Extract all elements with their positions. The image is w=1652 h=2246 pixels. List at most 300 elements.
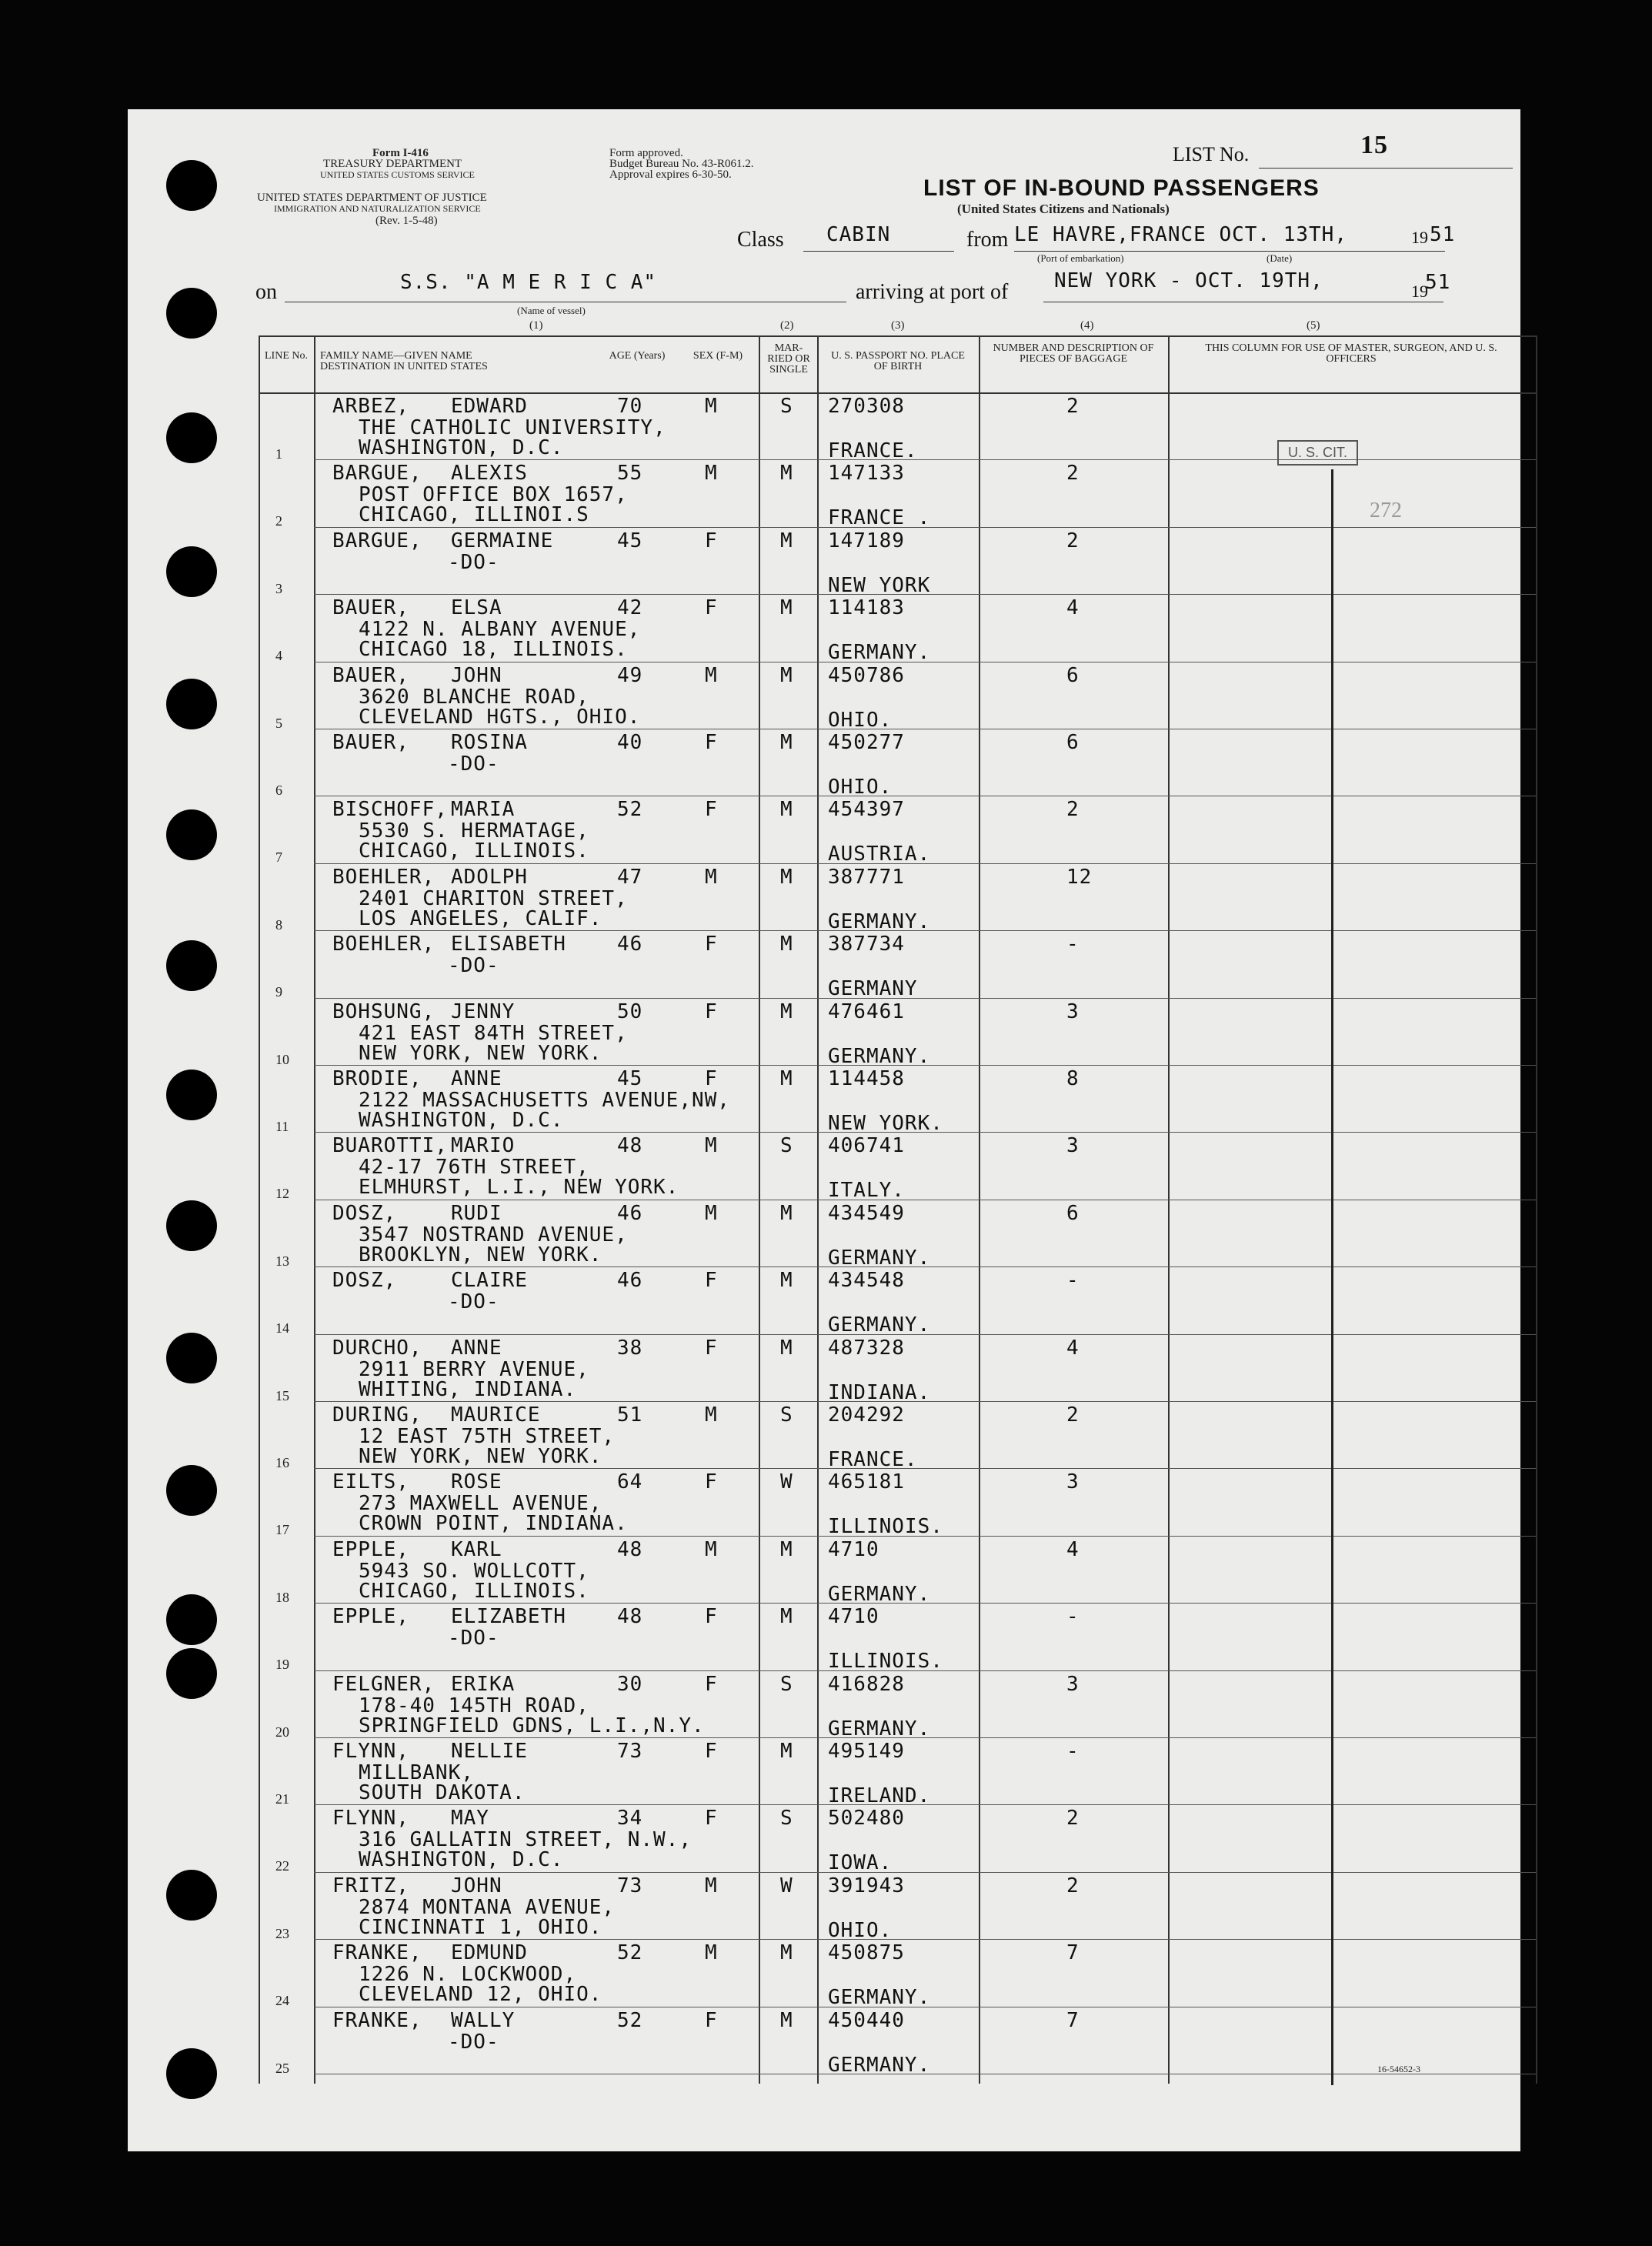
family-name: BAUER, — [332, 731, 409, 754]
given-name: MARIO — [451, 1134, 516, 1158]
row-number: 5 — [275, 715, 282, 731]
destination-line-1: 42-17 76TH STREET, — [359, 1156, 589, 1180]
col-num-5: (5) — [1307, 319, 1320, 332]
baggage-count: 3 — [1066, 1672, 1080, 1696]
passport-number: 476461 — [828, 1000, 905, 1023]
given-name: JENNY — [451, 1000, 516, 1023]
place-of-birth: GERMANY. — [828, 1246, 931, 1270]
destination-line-1: 5943 SO. WOLLCOTT, — [359, 1559, 589, 1583]
place-of-birth: GERMANY. — [828, 641, 931, 665]
passport-number: 147189 — [828, 529, 905, 552]
age: 52 — [617, 798, 643, 822]
passport-number: 4710 — [828, 1537, 879, 1561]
baggage-count: 2 — [1066, 462, 1080, 486]
family-name: EILTS, — [332, 1470, 409, 1494]
place-of-birth: NEW YORK — [828, 573, 931, 597]
destination-line-1: 3547 NOSTRAND AVENUE, — [359, 1223, 628, 1246]
row-separator — [314, 1939, 1536, 1940]
baggage-count: 2 — [1066, 395, 1080, 418]
given-name: MAURICE — [451, 1403, 541, 1427]
marital-status: M — [780, 1336, 793, 1360]
row-number: 7 — [275, 849, 282, 866]
place-of-birth: FRANCE. — [828, 439, 918, 462]
marital-status: W — [780, 1874, 793, 1897]
row-number: 12 — [275, 1186, 289, 1202]
family-name: BARGUE, — [332, 529, 422, 552]
given-name: ELISABETH — [451, 933, 566, 956]
col-header-age: AGE (Years) — [609, 350, 666, 362]
passport-number: 487328 — [828, 1336, 905, 1360]
form-number: Form I-416 — [372, 147, 429, 159]
passenger-table — [259, 335, 1551, 2084]
destination-line-1: 178-40 145TH ROAD, — [359, 1694, 589, 1717]
col-header-line: LINE No. — [265, 350, 308, 362]
vessel-name: S.S. "A M E R I C A" — [400, 271, 657, 294]
age: 45 — [617, 1067, 643, 1090]
baggage-count: - — [1066, 1740, 1080, 1763]
row-number: 15 — [275, 1387, 289, 1403]
passport-number: 450786 — [828, 663, 905, 687]
destination-line-1: 3620 BLANCHE ROAD, — [359, 685, 589, 709]
binder-hole — [166, 1333, 217, 1383]
sex: M — [705, 1941, 718, 1965]
form-approved: Form approved. — [609, 147, 683, 159]
sex: F — [705, 2008, 718, 2032]
arrival-value: NEW YORK - OCT. 19TH, — [1054, 269, 1323, 292]
marital-status: M — [780, 663, 793, 687]
family-name: BAUER, — [332, 596, 409, 620]
baggage-count: 6 — [1066, 1201, 1080, 1225]
destination-line-2: CHICAGO 18, ILLINOIS. — [359, 638, 628, 662]
passport-number: 387734 — [828, 933, 905, 956]
age: 73 — [617, 1874, 643, 1897]
destination-line-2: WHITING, INDIANA. — [359, 1377, 577, 1401]
row-number: 23 — [275, 1925, 289, 1941]
us-citizen-stamp: U. S. CIT. — [1277, 440, 1358, 466]
age: 40 — [617, 731, 643, 754]
baggage-count: 12 — [1066, 865, 1093, 889]
family-name: BAUER, — [332, 663, 409, 687]
row-number: 11 — [275, 1119, 289, 1134]
destination-line-1: -DO- — [448, 550, 499, 574]
destination-line-1: -DO- — [448, 954, 499, 978]
marital-status: M — [780, 1269, 793, 1293]
binder-hole — [166, 1648, 217, 1699]
marital-status: S — [780, 395, 793, 418]
place-of-birth: GERMANY. — [828, 1582, 931, 1606]
arriving-label: arriving at port of — [856, 280, 1009, 304]
destination-line-1: -DO- — [448, 2030, 499, 2054]
class-label: Class — [737, 228, 784, 252]
baggage-count: 6 — [1066, 663, 1080, 687]
page-subtitle: (United States Citizens and Nationals) — [957, 202, 1170, 216]
family-name: DURING, — [332, 1403, 422, 1427]
marital-status: M — [780, 1605, 793, 1629]
destination-line-2: NEW YORK, NEW YORK. — [359, 1041, 602, 1065]
given-name: ROSINA — [451, 731, 528, 754]
row-number: 17 — [275, 1522, 289, 1538]
sex: F — [705, 1000, 718, 1023]
family-name: FRANKE, — [332, 2008, 422, 2032]
family-name: DOSZ, — [332, 1201, 397, 1225]
class-value: CABIN — [826, 223, 891, 246]
place-of-birth: ILLINOIS. — [828, 1515, 943, 1539]
place-of-birth: IOWA. — [828, 1851, 893, 1875]
sex: F — [705, 596, 718, 620]
marital-status: S — [780, 1807, 793, 1831]
given-name: ELSA — [451, 596, 502, 620]
place-of-birth: GERMANY. — [828, 1986, 931, 2010]
age: 38 — [617, 1336, 643, 1360]
baggage-count: 8 — [1066, 1067, 1080, 1090]
sex: M — [705, 865, 718, 889]
baggage-count: 7 — [1066, 1941, 1080, 1965]
marital-status: M — [780, 933, 793, 956]
place-of-birth: GERMANY. — [828, 2053, 931, 2077]
row-number: 1 — [275, 446, 282, 462]
destination-line-2: LOS ANGELES, CALIF. — [359, 906, 602, 930]
marital-status: M — [780, 2008, 793, 2032]
destination-line-1: 2401 CHARITON STREET, — [359, 886, 628, 910]
age: 52 — [617, 1941, 643, 1965]
sex: F — [705, 1470, 718, 1494]
baggage-count: 4 — [1066, 1336, 1080, 1360]
destination-line-1: MILLBANK, — [359, 1761, 474, 1784]
sex: M — [705, 462, 718, 486]
row-number: 4 — [275, 648, 282, 664]
family-name: EPPLE, — [332, 1605, 409, 1629]
binder-hole — [166, 288, 217, 339]
place-of-birth: GERMANY. — [828, 1313, 931, 1337]
baggage-count: - — [1066, 1269, 1080, 1293]
given-name: EDMUND — [451, 1941, 528, 1965]
treasury-dept: TREASURY DEPARTMENT — [323, 158, 462, 170]
given-name: ROSE — [451, 1470, 502, 1494]
place-of-birth: AUSTRIA. — [828, 843, 931, 866]
marital-status: M — [780, 865, 793, 889]
place-of-birth: GERMANY. — [828, 1044, 931, 1068]
age: 46 — [617, 1269, 643, 1293]
justice-dept: UNITED STATES DEPARTMENT OF JUSTICE — [257, 192, 487, 204]
age: 55 — [617, 462, 643, 486]
revision: (Rev. 1-5-48) — [375, 215, 438, 227]
destination-line-1: POST OFFICE BOX 1657, — [359, 483, 628, 507]
sex: F — [705, 798, 718, 822]
destination-line-1: -DO- — [448, 1627, 499, 1650]
baggage-count: - — [1066, 933, 1080, 956]
given-name: ADOLPH — [451, 865, 528, 889]
sex: M — [705, 1874, 718, 1897]
row-number: 3 — [275, 580, 282, 596]
passport-number: 434549 — [828, 1201, 905, 1225]
marital-status: M — [780, 1067, 793, 1090]
col-header-baggage: NUMBER AND DESCRIPTION OF PIECES OF BAGGAGE — [993, 342, 1154, 365]
age: 48 — [617, 1537, 643, 1561]
baggage-count: 2 — [1066, 1874, 1080, 1897]
destination-line-1: 2911 BERRY AVENUE, — [359, 1357, 589, 1381]
row-number: 18 — [275, 1589, 289, 1605]
row-number: 13 — [275, 1253, 289, 1269]
sex: F — [705, 731, 718, 754]
destination-line-1: 12 EAST 75TH STREET, — [359, 1425, 616, 1448]
from-year: 51 — [1430, 223, 1456, 246]
baggage-count: 3 — [1066, 1134, 1080, 1158]
given-name: WALLY — [451, 2008, 516, 2032]
officer-vertical-line — [1331, 469, 1333, 2085]
family-name: BOEHLER, — [332, 933, 436, 956]
age: 48 — [617, 1605, 643, 1629]
destination-line-2: CROWN POINT, INDIANA. — [359, 1512, 628, 1536]
row-number: 20 — [275, 1724, 289, 1740]
destination-line-2: SPRINGFIELD GDNS, L.I.,N.Y. — [359, 1714, 705, 1737]
place-of-birth: NEW YORK. — [828, 1112, 943, 1135]
sex: F — [705, 1067, 718, 1090]
destination-line-1: THE CATHOLIC UNIVERSITY, — [359, 416, 666, 439]
marital-status: S — [780, 1403, 793, 1427]
marital-status: S — [780, 1672, 793, 1696]
binder-hole — [166, 160, 217, 211]
marital-status: M — [780, 596, 793, 620]
page-title: LIST OF IN-BOUND PASSENGERS — [923, 175, 1320, 201]
row-number: 10 — [275, 1051, 289, 1067]
destination-line-1: 4122 N. ALBANY AVENUE, — [359, 618, 641, 642]
family-name: BISCHOFF, — [332, 798, 448, 822]
baggage-count: 2 — [1066, 529, 1080, 552]
binder-hole — [166, 679, 217, 729]
baggage-count: 4 — [1066, 1537, 1080, 1561]
sex: M — [705, 1403, 718, 1427]
family-name: FRANKE, — [332, 1941, 422, 1965]
passport-number: 434548 — [828, 1269, 905, 1293]
vessel-caption: (Name of vessel) — [517, 305, 586, 316]
sex: F — [705, 1269, 718, 1293]
row-number: 6 — [275, 783, 282, 798]
family-name: BARGUE, — [332, 462, 422, 486]
col-header-officers: THIS COLUMN FOR USE OF MASTER, SURGEON, AND U. S. OFFICERS — [1205, 342, 1497, 365]
row-number: 25 — [275, 2060, 289, 2076]
sex: M — [705, 1537, 718, 1561]
destination-line-1: 421 EAST 84TH STREET, — [359, 1021, 628, 1045]
baggage-count: 2 — [1066, 798, 1080, 822]
passport-number: 406741 — [828, 1134, 905, 1158]
port-embark-caption: (Port of embarkation) — [1037, 252, 1124, 264]
binder-hole — [166, 1870, 217, 1921]
given-name: NELLIE — [451, 1740, 528, 1763]
age: 30 — [617, 1672, 643, 1696]
binder-hole — [166, 2048, 217, 2099]
destination-line-2: WASHINGTON, D.C. — [359, 1848, 564, 1872]
age: 64 — [617, 1470, 643, 1494]
age: 50 — [617, 1000, 643, 1023]
col-header-sex: SEX (F-M) — [693, 350, 743, 362]
sex: F — [705, 1672, 718, 1696]
baggage-count: 6 — [1066, 731, 1080, 754]
row-separator — [314, 1872, 1536, 1873]
sex: M — [705, 395, 718, 418]
on-label: on — [255, 280, 277, 304]
family-name: DURCHO, — [332, 1336, 422, 1360]
family-name: FLYNN, — [332, 1807, 409, 1831]
family-name: FLYNN, — [332, 1740, 409, 1763]
passport-number: 450277 — [828, 731, 905, 754]
given-name: JOHN — [451, 1874, 502, 1897]
passport-number: 4710 — [828, 1605, 879, 1629]
approval-expires: Approval expires 6-30-50. — [609, 169, 732, 181]
place-of-birth: INDIANA. — [828, 1380, 931, 1404]
passport-number: 270308 — [828, 395, 905, 418]
age: 46 — [617, 1201, 643, 1225]
arrival-year-prefix: 19 — [1411, 282, 1428, 301]
marital-status: M — [780, 462, 793, 486]
destination-line-1: 1226 N. LOCKWOOD, — [359, 1963, 577, 1987]
baggage-count: - — [1066, 1605, 1080, 1629]
sex: F — [705, 1740, 718, 1763]
age: 51 — [617, 1403, 643, 1427]
destination-line-2: ELMHURST, L.I., NEW YORK. — [359, 1176, 679, 1200]
family-name: BRODIE, — [332, 1067, 422, 1090]
place-of-birth: IRELAND. — [828, 1784, 931, 1807]
place-of-birth: GERMANY. — [828, 1717, 931, 1740]
age: 34 — [617, 1807, 643, 1831]
destination-line-1: -DO- — [448, 753, 499, 776]
family-name: EPPLE, — [332, 1537, 409, 1561]
family-name: FELGNER, — [332, 1672, 436, 1696]
from-value: LE HAVRE,FRANCE OCT. 13TH, — [1014, 223, 1347, 246]
sex: F — [705, 933, 718, 956]
row-number: 9 — [275, 984, 282, 1000]
age: 73 — [617, 1740, 643, 1763]
place-of-birth: GERMANY. — [828, 909, 931, 933]
row-separator — [314, 998, 1536, 999]
destination-line-2: CHICAGO, ILLINOIS. — [359, 839, 589, 863]
binder-hole — [166, 809, 217, 860]
row-number: 22 — [275, 1858, 289, 1874]
binder-hole — [166, 546, 217, 597]
passport-number: 147133 — [828, 462, 905, 486]
place-of-birth: GERMANY — [828, 977, 918, 1001]
given-name: JOHN — [451, 663, 502, 687]
sex: F — [705, 1807, 718, 1831]
col-num-2: (2) — [780, 319, 794, 332]
sex: M — [705, 1134, 718, 1158]
age: 70 — [617, 395, 643, 418]
sex: F — [705, 1336, 718, 1360]
passport-number: 114458 — [828, 1067, 905, 1090]
marital-status: M — [780, 529, 793, 552]
destination-line-1: 273 MAXWELL AVENUE, — [359, 1492, 602, 1516]
marital-status: M — [780, 731, 793, 754]
baggage-count: 3 — [1066, 1000, 1080, 1023]
col-num-1: (1) — [529, 319, 543, 332]
baggage-count: 4 — [1066, 596, 1080, 620]
marital-status: M — [780, 1740, 793, 1763]
family-name: BOEHLER, — [332, 865, 436, 889]
given-name: ALEXIS — [451, 462, 528, 486]
given-name: KARL — [451, 1537, 502, 1561]
from-year-prefix: 19 — [1411, 228, 1428, 247]
ins-service: IMMIGRATION AND NATURALIZATION SERVICE — [274, 203, 481, 214]
age: 42 — [617, 596, 643, 620]
sex: M — [705, 1201, 718, 1225]
family-name: DOSZ, — [332, 1269, 397, 1293]
passport-number: 416828 — [828, 1672, 905, 1696]
given-name: ERIKA — [451, 1672, 516, 1696]
list-no-label: LIST No. — [1173, 143, 1250, 165]
margin-note: 272 — [1370, 499, 1402, 522]
baggage-count: 2 — [1066, 1403, 1080, 1427]
given-name: MARIA — [451, 798, 516, 822]
row-number: 8 — [275, 916, 282, 933]
binder-hole — [166, 1594, 217, 1645]
destination-line-2: CLEVELAND 12, OHIO. — [359, 1983, 602, 2007]
destination-line-1: 2874 MONTANA AVENUE, — [359, 1895, 616, 1919]
marital-status: M — [780, 1941, 793, 1965]
given-name: RUDI — [451, 1201, 502, 1225]
destination-line-2: CHICAGO, ILLINOIS. — [359, 1579, 589, 1603]
budget-bureau: Budget Bureau No. 43-R061.2. — [609, 158, 754, 170]
destination-line-1: -DO- — [448, 1290, 499, 1314]
destination-line-1: 5530 S. HERMATAGE, — [359, 819, 589, 843]
passport-number: 450440 — [828, 2008, 905, 2032]
age: 48 — [617, 1134, 643, 1158]
marital-status: M — [780, 1000, 793, 1023]
list-number: 15 — [1360, 131, 1388, 159]
from-label: from — [966, 228, 1009, 252]
row-number: 16 — [275, 1455, 289, 1470]
age: 47 — [617, 865, 643, 889]
sex: F — [705, 1605, 718, 1629]
family-name: BOHSUNG, — [332, 1000, 436, 1023]
binder-hole — [166, 1465, 217, 1516]
destination-line-2: CLEVELAND HGTS., OHIO. — [359, 705, 641, 729]
binder-hole — [166, 1070, 217, 1120]
destination-line-2: WASHINGTON, D.C. — [359, 1109, 564, 1132]
binder-hole — [166, 940, 217, 991]
age: 49 — [617, 663, 643, 687]
row-number: 24 — [275, 1993, 289, 2009]
marital-status: S — [780, 1134, 793, 1158]
baggage-count: 3 — [1066, 1470, 1080, 1494]
passport-number: 495149 — [828, 1740, 905, 1763]
marital-status: M — [780, 798, 793, 822]
binder-hole — [166, 412, 217, 463]
row-separator — [314, 1468, 1536, 1469]
place-of-birth: OHIO. — [828, 708, 893, 732]
family-name: BUAROTTI, — [332, 1134, 448, 1158]
family-name: FRITZ, — [332, 1874, 409, 1897]
age: 46 — [617, 933, 643, 956]
given-name: CLAIRE — [451, 1269, 528, 1293]
passport-number: 502480 — [828, 1807, 905, 1831]
family-name: ARBEZ, — [332, 395, 409, 418]
place-of-birth: OHIO. — [828, 1918, 893, 1942]
sex: M — [705, 663, 718, 687]
row-number: 14 — [275, 1320, 289, 1337]
age: 52 — [617, 2008, 643, 2032]
place-of-birth: FRANCE. — [828, 1448, 918, 1471]
age: 45 — [617, 529, 643, 552]
col-header-married: MAR- RIED OR SINGLE — [767, 342, 810, 375]
passport-number: 454397 — [828, 798, 905, 822]
given-name: EDWARD — [451, 395, 528, 418]
destination-line-1: 316 GALLATIN STREET, N.W., — [359, 1828, 692, 1852]
binder-hole — [166, 1200, 217, 1251]
place-of-birth: ITALY. — [828, 1179, 905, 1203]
passport-number: 387771 — [828, 865, 905, 889]
marital-status: M — [780, 1537, 793, 1561]
marital-status: M — [780, 1201, 793, 1225]
passport-number: 204292 — [828, 1403, 905, 1427]
